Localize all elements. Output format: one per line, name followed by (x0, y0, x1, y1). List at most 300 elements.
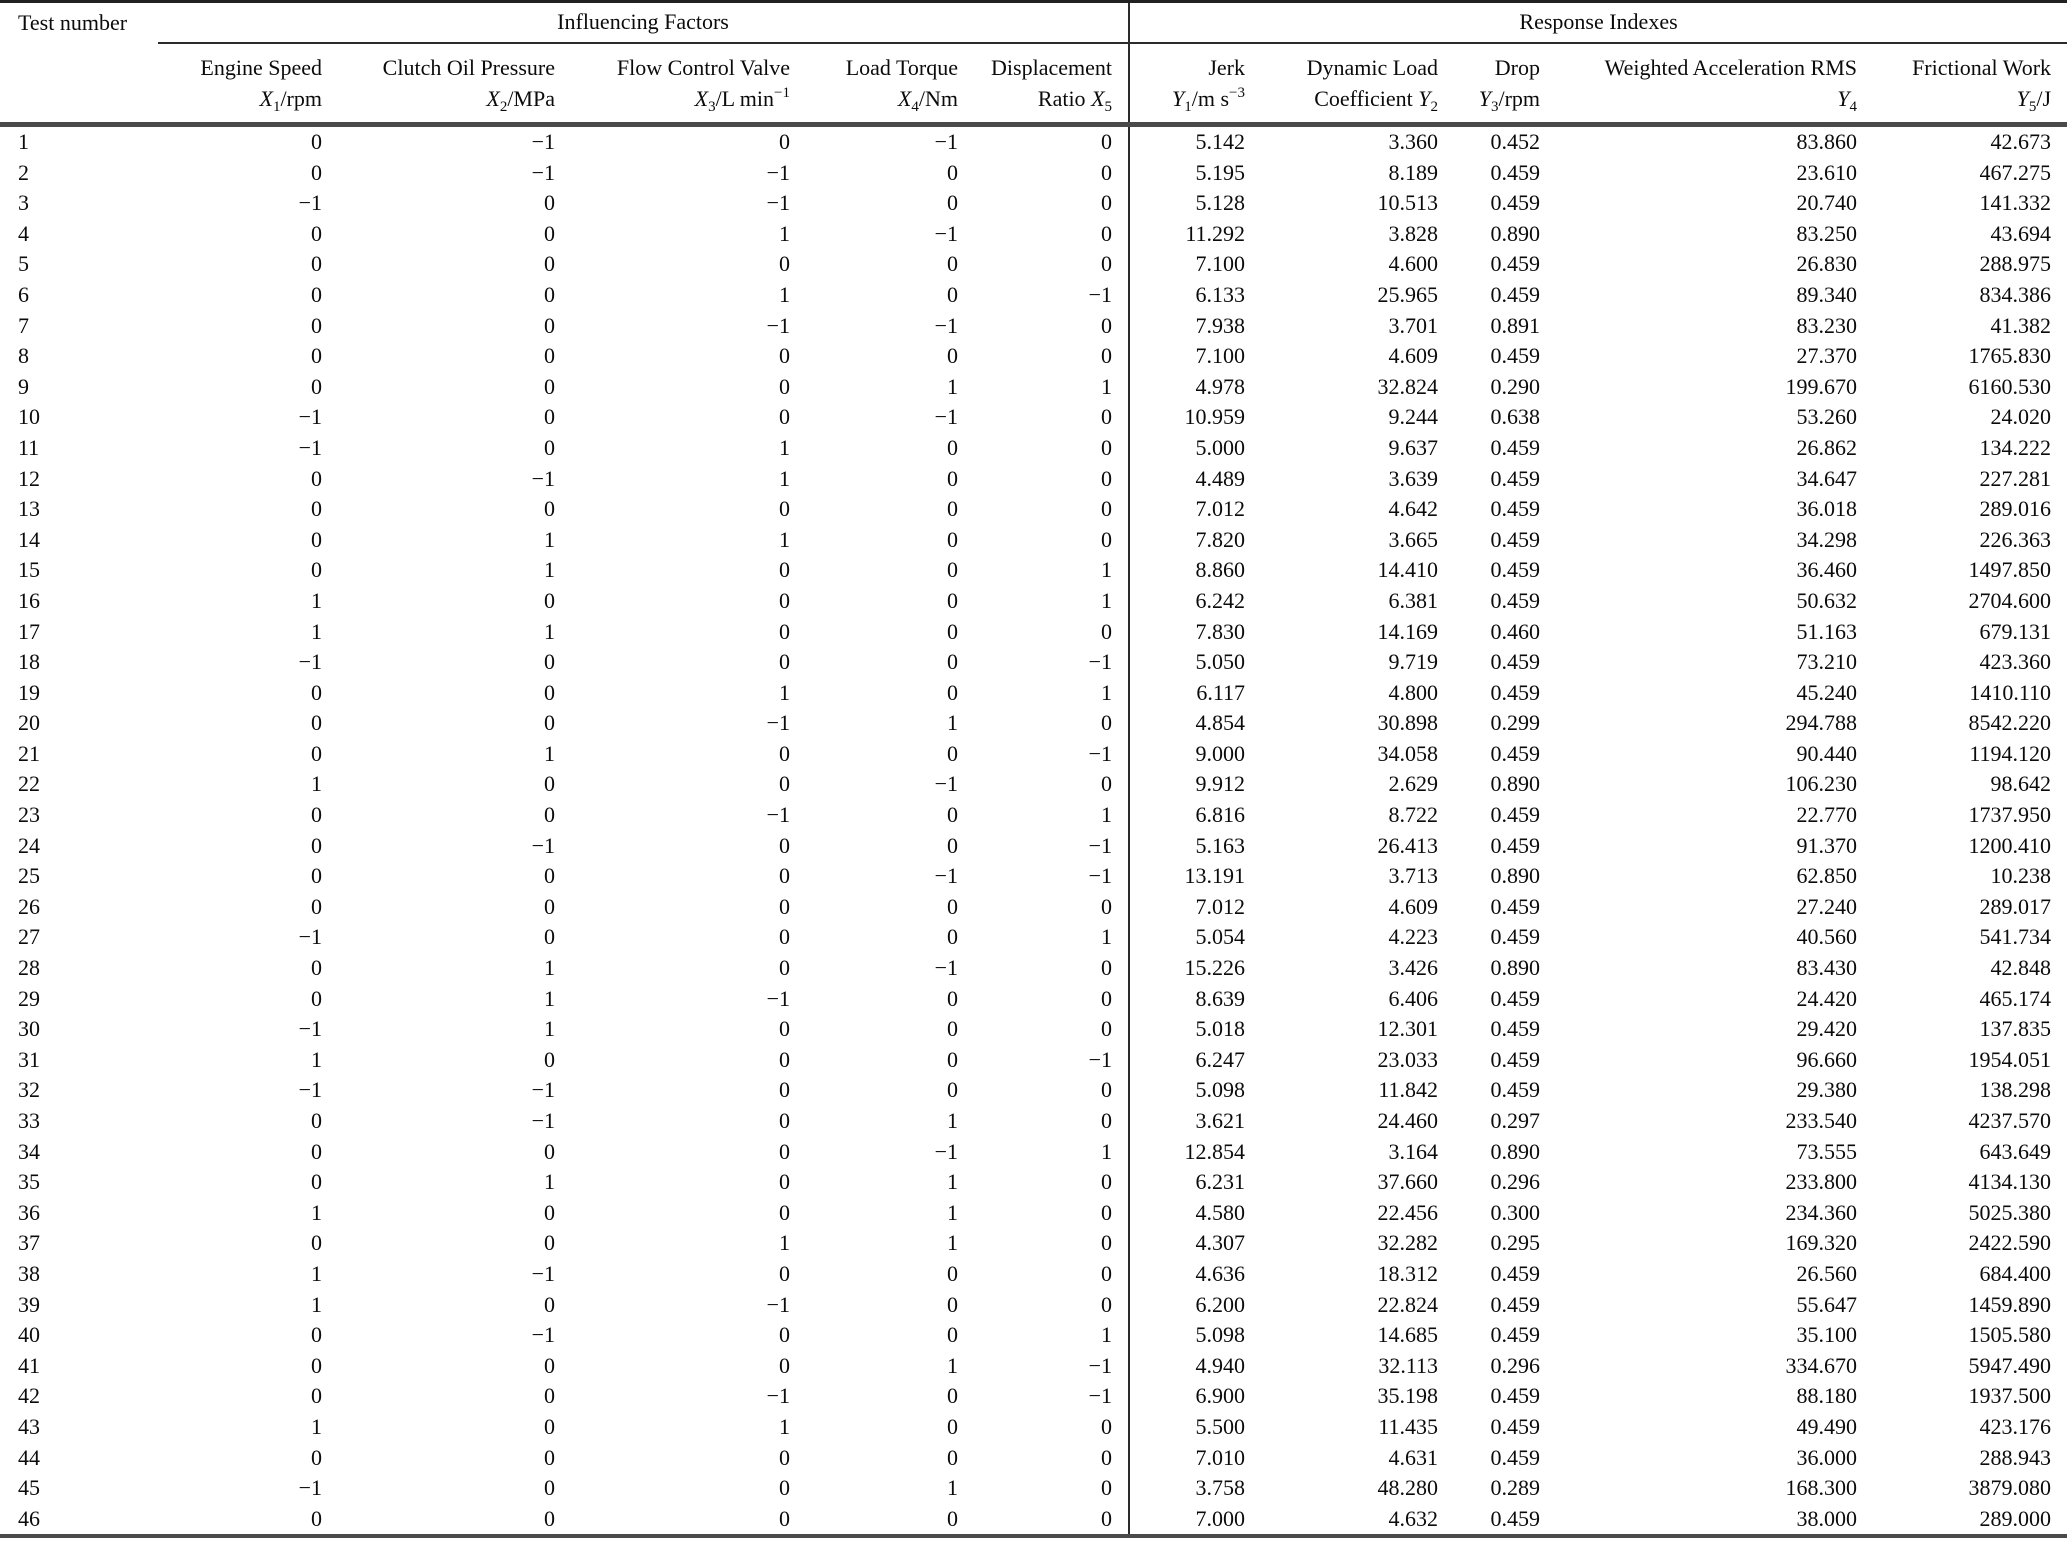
table-row (0, 1106, 2067, 1137)
value-cell: 35.198 (1377, 1383, 1439, 1409)
value-cell: 233.800 (1785, 1169, 1858, 1195)
value-cell: −1 (298, 924, 322, 950)
value-cell: 1 (1101, 1138, 1113, 1164)
value-cell: 0.890 (1490, 1138, 1541, 1164)
value-cell: −1 (531, 129, 555, 154)
table-row (0, 1228, 2067, 1259)
value-cell: 0 (1101, 312, 1113, 338)
value-cell: 5.500 (1129, 1412, 1245, 1443)
value-cell: 3.426 (1388, 955, 1439, 981)
value-cell: −1 (934, 129, 958, 154)
value-cell: 1 (544, 955, 555, 981)
value-cell: −1 (298, 190, 322, 216)
test-number-cell: 9 (18, 373, 29, 399)
value-cell: 0 (544, 220, 555, 246)
value-cell: 27.370 (1796, 343, 1858, 369)
value-cell: 53.260 (1796, 404, 1858, 430)
value-cell: 6160.530 (1968, 373, 2052, 399)
value-cell: 0.459 (1490, 465, 1541, 491)
value-cell: 1 (947, 1230, 958, 1256)
value-cell: 289.016 (1979, 496, 2052, 522)
test-number-cell: 6 (18, 281, 29, 307)
value-cell: 1 (1101, 1322, 1113, 1348)
value-cell: 1 (947, 1352, 958, 1378)
value-cell: 0.459 (1490, 679, 1541, 705)
test-number-cell: 41 (18, 1352, 40, 1378)
value-cell: 0.459 (1490, 526, 1541, 552)
value-cell: 83.250 (1796, 220, 1858, 246)
value-cell: 0 (544, 496, 555, 522)
value-cell: 0 (779, 587, 790, 613)
value-cell: 5.000 (1129, 433, 1245, 464)
table-row (0, 1014, 2067, 1045)
col-header-weighted-acceleration-rms: Weighted Acceleration RMS $Y_4$ (1540, 43, 1857, 125)
value-cell: 0 (779, 1077, 790, 1103)
value-cell: 0 (1101, 404, 1113, 430)
value-cell: 0 (1101, 1260, 1113, 1286)
value-cell: −1 (766, 802, 790, 828)
value-cell: 5.195 (1129, 158, 1245, 189)
table-row (0, 1443, 2067, 1474)
col-header-dynamic-load-coefficient: Dynamic Load Coefficient $Y_2$ (1245, 43, 1438, 125)
value-cell: 0 (544, 434, 555, 460)
value-cell: 643.649 (1979, 1138, 2052, 1164)
value-cell: 0.459 (1490, 1322, 1541, 1348)
value-cell: 1 (779, 434, 790, 460)
test-number-cell: 39 (18, 1291, 40, 1317)
value-cell: 4.642 (1388, 496, 1439, 522)
value-cell: 0.891 (1490, 312, 1541, 338)
value-cell: 37.660 (1377, 1169, 1439, 1195)
value-cell: 10.513 (1377, 190, 1439, 216)
value-cell: 25.965 (1377, 281, 1439, 307)
value-cell: 0 (947, 1077, 958, 1103)
value-cell: 0.638 (1490, 404, 1541, 430)
value-cell: 0 (947, 496, 958, 522)
test-number-cell: 15 (18, 557, 40, 583)
value-cell: 0 (1101, 1291, 1113, 1317)
value-cell: 0.459 (1490, 281, 1541, 307)
table-row (0, 1381, 2067, 1412)
value-cell: −1 (298, 434, 322, 460)
value-cell: 2704.600 (1968, 587, 2052, 613)
value-cell: 12.854 (1129, 1137, 1245, 1168)
value-cell: 50.632 (1796, 587, 1858, 613)
value-cell: 0.459 (1490, 740, 1541, 766)
value-cell: −1 (298, 649, 322, 675)
value-cell: 0 (947, 434, 958, 460)
value-cell: −1 (1088, 1352, 1113, 1378)
test-number-cell: 36 (18, 1199, 40, 1225)
value-cell: −1 (298, 1016, 322, 1042)
value-cell: 288.943 (1979, 1444, 2052, 1470)
value-cell: 0 (1101, 190, 1113, 216)
value-cell: 26.862 (1796, 434, 1858, 460)
value-cell: 36.018 (1796, 496, 1858, 522)
value-cell: 42.848 (1990, 955, 2052, 981)
value-cell: 7.820 (1129, 525, 1245, 556)
value-cell: 0.459 (1490, 190, 1541, 216)
value-cell: 73.210 (1796, 649, 1858, 675)
test-number-cell: 8 (18, 343, 29, 369)
value-cell: 0 (947, 1016, 958, 1042)
test-number-cell: 12 (18, 465, 40, 491)
value-cell: 0 (947, 1413, 958, 1439)
value-cell: 73.555 (1796, 1138, 1858, 1164)
value-cell: −1 (934, 863, 958, 889)
value-cell: −1 (531, 465, 555, 491)
table-row (0, 739, 2067, 770)
table-row (0, 1290, 2067, 1321)
group-influencing-factors: Influencing Factors (158, 2, 1129, 43)
value-cell: 1 (311, 1199, 322, 1225)
value-cell: −1 (1088, 1383, 1113, 1409)
table-row (0, 1259, 2067, 1290)
value-cell: −1 (531, 1322, 555, 1348)
value-cell: 34.647 (1796, 465, 1858, 491)
test-number-cell: 25 (18, 863, 40, 889)
value-cell: 15.226 (1129, 953, 1245, 984)
value-cell: 0 (544, 1199, 555, 1225)
value-cell: 0 (779, 373, 790, 399)
value-cell: 0 (779, 1475, 790, 1501)
value-cell: −1 (1088, 863, 1113, 889)
value-cell: 0 (311, 1138, 322, 1164)
value-cell: 0.459 (1490, 496, 1541, 522)
value-cell: 8.860 (1129, 555, 1245, 586)
col-header-jerk: Jerk $Y_1/m$ $s^{-3}$ (1129, 43, 1245, 125)
value-cell: 0 (779, 618, 790, 644)
value-cell: 36.460 (1796, 557, 1858, 583)
value-cell: 0 (1101, 1230, 1113, 1256)
value-cell: 27.240 (1796, 893, 1858, 919)
value-cell: 0 (1101, 465, 1113, 491)
value-cell: 5.142 (1129, 125, 1245, 158)
value-cell: 83.430 (1796, 955, 1858, 981)
value-cell: 32.282 (1377, 1230, 1439, 1256)
value-cell: 423.360 (1979, 649, 2052, 675)
value-cell: 0 (947, 679, 958, 705)
value-cell: 1 (544, 618, 555, 644)
value-cell: 1737.950 (1968, 802, 2052, 828)
value-cell: 4134.130 (1968, 1169, 2052, 1195)
value-cell: 0 (311, 343, 322, 369)
value-cell: 7.010 (1129, 1443, 1245, 1474)
value-cell: 0.459 (1490, 1383, 1541, 1409)
col-header-flow-control-valve: Flow Control Valve $X_3/L$ $\min^{-1}$ (555, 43, 790, 125)
value-cell: 3.713 (1388, 863, 1439, 889)
value-cell: −1 (531, 832, 555, 858)
test-number-cell: 27 (18, 924, 40, 950)
value-cell: 0.300 (1490, 1199, 1541, 1225)
value-cell: 0 (311, 312, 322, 338)
value-cell: 7.830 (1129, 617, 1245, 648)
value-cell: −1 (1088, 649, 1113, 675)
table-row (0, 1412, 2067, 1443)
value-cell: 4.600 (1388, 251, 1439, 277)
value-cell: 0 (947, 343, 958, 369)
table-row (0, 922, 2067, 953)
test-number-cell: 3 (18, 190, 29, 216)
value-cell: 5.098 (1129, 1075, 1245, 1106)
value-cell: 0.890 (1490, 863, 1541, 889)
value-cell: 3.621 (1129, 1106, 1245, 1137)
value-cell: 0 (544, 649, 555, 675)
col-header-engine-speed: Engine Speed $X_1$/rpm (158, 43, 322, 125)
table-row (0, 125, 2067, 158)
value-cell: 1 (779, 526, 790, 552)
value-cell: 1 (544, 557, 555, 583)
value-cell: 138.298 (1979, 1077, 2052, 1103)
value-cell: −1 (766, 312, 790, 338)
value-cell: 0 (779, 129, 790, 154)
value-cell: 0 (947, 1322, 958, 1348)
value-cell: 289.017 (1979, 893, 2052, 919)
value-cell: 0 (779, 1505, 790, 1531)
value-cell: 5.054 (1129, 922, 1245, 953)
value-cell: 0 (311, 1322, 322, 1348)
value-cell: 0 (311, 1444, 322, 1470)
table-row (0, 861, 2067, 892)
value-cell: 0 (779, 924, 790, 950)
value-cell: 0 (311, 679, 322, 705)
value-cell: 0 (779, 496, 790, 522)
value-cell: −1 (298, 1475, 322, 1501)
value-cell: 4.489 (1129, 464, 1245, 495)
value-cell: 0 (947, 924, 958, 950)
test-number-cell: 32 (18, 1077, 40, 1103)
value-cell: 4.800 (1388, 679, 1439, 705)
value-cell: −1 (766, 985, 790, 1011)
value-cell: 0 (1101, 985, 1113, 1011)
value-cell: 0.459 (1490, 587, 1541, 613)
value-cell: 0 (544, 404, 555, 430)
value-cell: 6.133 (1129, 280, 1245, 311)
table-row (0, 1504, 2067, 1537)
value-cell: 7.100 (1129, 341, 1245, 372)
value-cell: 0 (544, 1352, 555, 1378)
value-cell: 0 (544, 251, 555, 277)
value-cell: 1 (311, 1046, 322, 1072)
value-cell: 0 (779, 1322, 790, 1348)
value-cell: 23.610 (1796, 159, 1858, 185)
value-cell: 0 (311, 465, 322, 491)
value-cell: 289.000 (1979, 1505, 2052, 1531)
value-cell: 89.340 (1796, 281, 1858, 307)
value-cell: 0 (311, 1230, 322, 1256)
value-cell: 0 (1101, 1475, 1113, 1501)
value-cell: 1 (947, 1475, 958, 1501)
value-cell: 3.758 (1129, 1473, 1245, 1504)
value-cell: 3.639 (1388, 465, 1439, 491)
value-cell: 0 (947, 557, 958, 583)
value-cell: 0 (947, 618, 958, 644)
value-cell: −1 (766, 710, 790, 736)
table-row (0, 708, 2067, 739)
value-cell: 0 (311, 373, 322, 399)
value-cell: 1 (311, 1291, 322, 1317)
col-header-frictional-work: Frictional Work $Y_5/J$ (1857, 43, 2067, 125)
value-cell: 38.000 (1796, 1505, 1858, 1531)
value-cell: 0 (779, 1108, 790, 1133)
value-cell: 24.460 (1377, 1108, 1439, 1133)
value-cell: 0 (544, 343, 555, 369)
test-number-cell: 33 (18, 1108, 40, 1133)
value-cell: 83.230 (1796, 312, 1858, 338)
value-cell: 0 (779, 1016, 790, 1042)
value-cell: 0 (311, 955, 322, 981)
value-cell: 0.459 (1490, 159, 1541, 185)
test-number-cell: 46 (18, 1505, 40, 1531)
value-cell: 14.685 (1377, 1322, 1439, 1348)
value-cell: 36.000 (1796, 1444, 1858, 1470)
value-cell: 0 (311, 220, 322, 246)
test-number-cell: 24 (18, 832, 40, 858)
value-cell: 137.835 (1979, 1016, 2052, 1042)
value-cell: 0.459 (1490, 251, 1541, 277)
value-cell: −1 (531, 1260, 555, 1286)
test-number-cell: 21 (18, 740, 40, 766)
value-cell: 0 (544, 1444, 555, 1470)
test-number-cell: 34 (18, 1138, 40, 1164)
value-cell: 234.360 (1785, 1199, 1858, 1225)
value-cell: 0.299 (1490, 710, 1541, 736)
value-cell: −1 (531, 159, 555, 185)
test-number-cell: 35 (18, 1169, 40, 1195)
value-cell: 0 (1101, 1199, 1113, 1225)
value-cell: 0.459 (1490, 1444, 1541, 1470)
value-cell: 5947.490 (1968, 1352, 2052, 1378)
value-cell: 0 (544, 312, 555, 338)
value-cell: 1 (947, 373, 958, 399)
value-cell: 4.609 (1388, 343, 1439, 369)
test-number-header: Test number (18, 9, 128, 35)
value-cell: 4.940 (1129, 1351, 1245, 1382)
value-cell: 0 (779, 343, 790, 369)
value-cell: 0.296 (1490, 1169, 1541, 1195)
value-cell: 4.580 (1129, 1198, 1245, 1229)
col-header-displacement-ratio: Displacement Ratio $X_5$ (958, 43, 1129, 125)
test-number-cell: 2 (18, 159, 29, 185)
value-cell: 6.381 (1388, 587, 1439, 613)
value-cell: 0 (779, 1169, 790, 1195)
value-cell: 0 (544, 1291, 555, 1317)
value-cell: 0.459 (1490, 1260, 1541, 1286)
value-cell: 0 (1101, 710, 1113, 736)
value-cell: 0 (544, 1138, 555, 1164)
value-cell: 0.459 (1490, 802, 1541, 828)
value-cell: 1 (1101, 587, 1113, 613)
value-cell: 1 (311, 771, 322, 797)
value-cell: −1 (766, 159, 790, 185)
value-cell: 0 (1101, 220, 1113, 246)
value-cell: 0 (311, 1505, 322, 1531)
value-cell: 0.459 (1490, 1413, 1541, 1439)
value-cell: 5.163 (1129, 831, 1245, 862)
value-cell: 0 (544, 1505, 555, 1531)
table-row (0, 341, 2067, 372)
value-cell: 2.629 (1388, 771, 1439, 797)
value-cell: 294.788 (1785, 710, 1858, 736)
value-cell: 0 (311, 802, 322, 828)
value-cell: 0 (1101, 1444, 1113, 1470)
value-cell: 1 (779, 1230, 790, 1256)
value-cell: 1 (311, 1413, 322, 1439)
value-cell: 1 (544, 985, 555, 1011)
value-cell: 5.128 (1129, 188, 1245, 219)
value-cell: 0 (311, 281, 322, 307)
value-cell: 62.850 (1796, 863, 1858, 889)
value-cell: 0.296 (1490, 1352, 1541, 1378)
value-cell: 8542.220 (1968, 710, 2052, 736)
value-cell: 8.722 (1388, 802, 1439, 828)
value-cell: 1505.580 (1968, 1322, 2052, 1348)
value-cell: 0 (1101, 1169, 1113, 1195)
table-row (0, 1473, 2067, 1504)
value-cell: 14.410 (1377, 557, 1439, 583)
table-row (0, 831, 2067, 862)
value-cell: −1 (934, 1138, 958, 1164)
value-cell: 22.824 (1377, 1291, 1439, 1317)
value-cell: −1 (766, 190, 790, 216)
value-cell: 0 (1101, 434, 1113, 460)
value-cell: 0 (947, 1046, 958, 1072)
value-cell: 1954.051 (1968, 1046, 2052, 1072)
value-cell: 13.191 (1129, 861, 1245, 892)
test-number-cell: 16 (18, 587, 40, 613)
value-cell: 6.900 (1129, 1381, 1245, 1412)
value-cell: 29.420 (1796, 1016, 1858, 1042)
value-cell: 8.639 (1129, 984, 1245, 1015)
value-cell: 45.240 (1796, 679, 1858, 705)
value-cell: 20.740 (1796, 190, 1858, 216)
value-cell: 0 (779, 1352, 790, 1378)
value-cell: 0 (779, 771, 790, 797)
test-number-cell: 5 (18, 251, 29, 277)
value-cell: 0 (779, 1260, 790, 1286)
value-cell: 141.332 (1979, 190, 2052, 216)
value-cell: 9.000 (1129, 739, 1245, 770)
table-row (0, 1075, 2067, 1106)
value-cell: 9.912 (1129, 769, 1245, 800)
value-cell: 0.459 (1490, 343, 1541, 369)
value-cell: 5.050 (1129, 647, 1245, 678)
table-row (0, 800, 2067, 831)
value-cell: 0 (311, 863, 322, 889)
value-cell: 1459.890 (1968, 1291, 2052, 1317)
value-cell: 0.297 (1490, 1108, 1541, 1133)
value-cell: 0 (544, 893, 555, 919)
value-cell: 0.459 (1490, 434, 1541, 460)
value-cell: 233.540 (1785, 1108, 1858, 1133)
value-cell: 43.694 (1990, 220, 2052, 246)
table-row (0, 464, 2067, 495)
value-cell: 0 (1101, 618, 1113, 644)
value-cell: 83.860 (1796, 129, 1858, 154)
table-row (0, 1351, 2067, 1382)
value-cell: 1 (947, 1169, 958, 1195)
value-cell: 1 (947, 1108, 958, 1133)
value-cell: 11.842 (1378, 1077, 1439, 1103)
value-cell: 9.244 (1388, 404, 1439, 430)
value-cell: 0 (544, 924, 555, 950)
empty-header-cell (0, 43, 158, 125)
value-cell: 1937.500 (1968, 1383, 2052, 1409)
table-row (0, 617, 2067, 648)
value-cell: 30.898 (1377, 710, 1439, 736)
value-cell: 0 (947, 1505, 958, 1531)
value-cell: 24.420 (1796, 985, 1858, 1011)
